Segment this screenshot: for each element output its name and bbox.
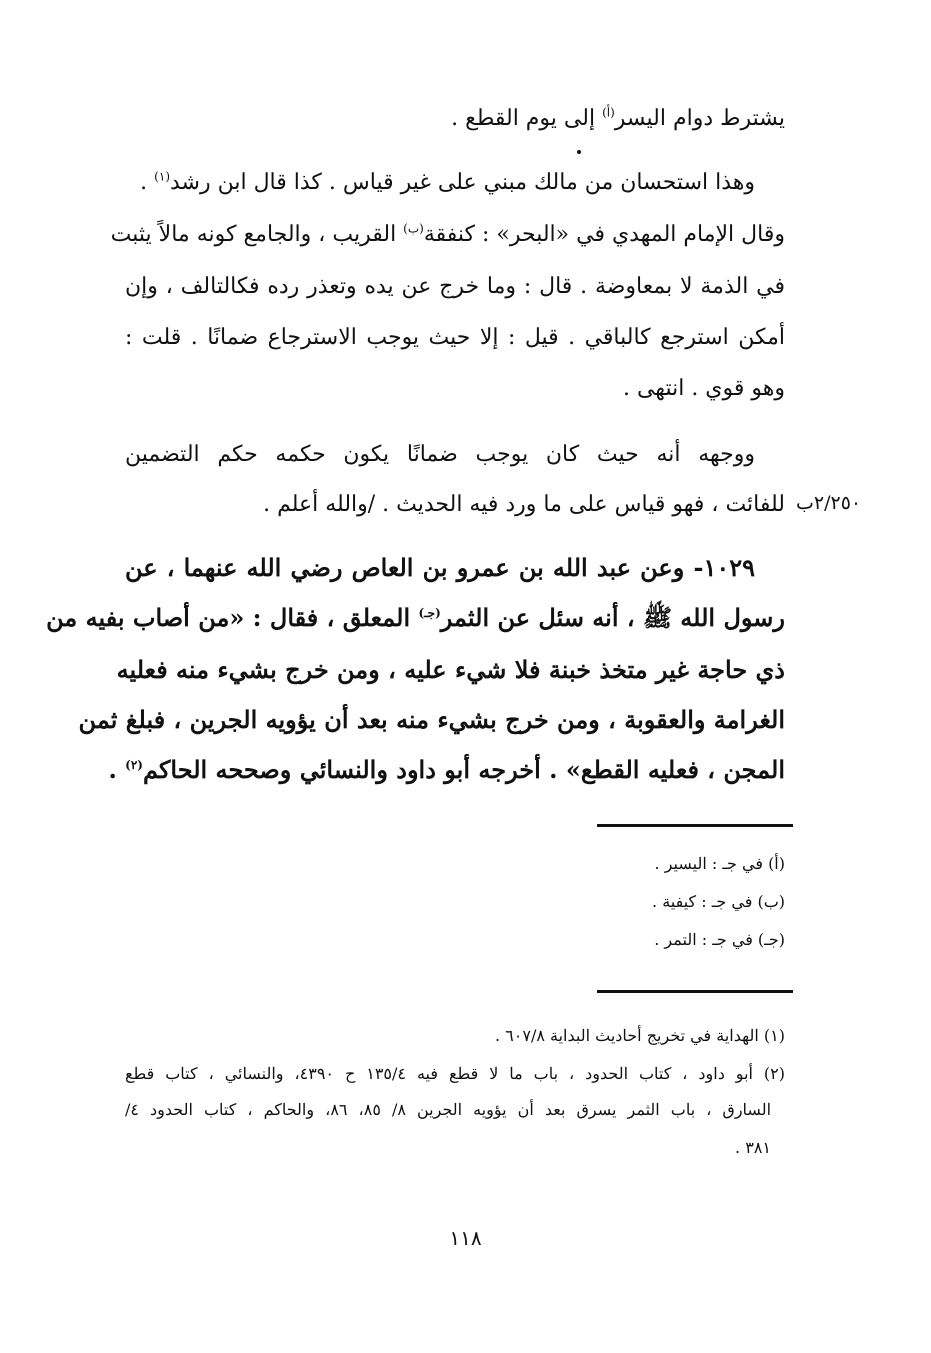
body-line-2 (140, 169, 755, 195)
text-segment: إلى يوم القطع . (451, 106, 603, 131)
variant-note-c: (جـ) في جـ : التمر . (654, 930, 785, 949)
body-line-6: وهو قوي . انتهى . (622, 376, 785, 401)
text-segment: يشترط دوام اليسر (614, 106, 785, 131)
footnote-1: (١) الهداية في تخريج أحاديث البداية ٦٠٧/٨ . (494, 1026, 785, 1045)
dot-mark (577, 150, 581, 154)
hadith-line-4: الغرامة والعقوبة ، ومن خرج بشيء منه بعد أن يؤويه الجرين ، فبلغ ثمن (78, 705, 785, 734)
text-segment: . (108, 755, 126, 784)
text-segment: وهذا استحسان من مالك مبني على غير قياس . كذا قال ابن رشد (170, 170, 755, 195)
body-line-4: في الذمة لا بمعاوضة . قال : وما خرج عن يده وتعذر رده فكالتالف ، وإن (125, 274, 785, 299)
text-segment: القريب ، والجامع كونه مالاً يثبت (110, 222, 404, 247)
footnotes-divider (597, 990, 793, 993)
footnote-2-line-1: (٢) أبو داود ، كتاب الحدود ، باب ما لا قطع فيه ١٣٥/٤ ح ٤٣٩٠، والنسائي ، كتاب قطع (125, 1064, 786, 1083)
variant-marker: (ب) (403, 221, 424, 236)
text-segment: وقال الإمام المهدي في «البحر» : كنفقة (423, 222, 785, 247)
text-segment: . (140, 170, 155, 195)
body-line-3 (110, 221, 785, 247)
text-segment: رسول الله ﷺ ، أنه سئل عن الثمر (440, 603, 785, 632)
hadith-line-3: ذي حاجة غير متخذ خبنة فلا شيء عليه ، ومن خرج بشيء منه فعليه (116, 655, 785, 684)
footnote-2-line-2: السارق ، باب الثمر يسرق بعد أن يؤويه الجرين ٨/ ٨٥، ٨٦، والحاكم ، كتاب الحدود ٤/ (125, 1100, 772, 1119)
body-line-8: للفائت ، فهو قياس على ما ورد فيه الحديث . /والله أعلم . (263, 492, 785, 517)
variant-marker: (أ) (602, 105, 615, 120)
footnote-marker: (٢) (125, 758, 143, 772)
variant-marker: (جـ) (418, 606, 441, 620)
variant-notes-divider (597, 824, 793, 827)
body-line-5: أمكن استرجع كالباقي . قيل : إلا حيث يوجب الاسترجاع ضمانًا . قلت : (125, 325, 785, 350)
hadith-line-5 (108, 755, 785, 784)
variant-note-a: (أ) في جـ : اليسير . (654, 854, 785, 873)
body-line-7: ووجهه أنه حيث كان يوجب ضمانًا يكون حكمه حكم التضمين (125, 442, 755, 467)
text-segment: المجن ، فعليه القطع» . أخرجه أبو داود والنسائي وصححه الحاكم (142, 755, 785, 784)
variant-note-b: (ب) في جـ : كيفية . (652, 892, 785, 911)
hadith-line-1: ١٠٢٩- وعن عبد الله بن عمرو بن العاص رضي الله عنهما ، عن (125, 553, 755, 582)
footnote-2-line-3: ٣٨١ . (735, 1138, 771, 1157)
hadith-line-2 (46, 603, 785, 632)
text-segment: المعلق ، فقال : «من أصاب بفيه من (46, 603, 419, 632)
page-number: ١١٨ (449, 1226, 482, 1250)
body-line-1 (451, 105, 785, 131)
footnote-marker: (١) (154, 169, 170, 184)
margin-manuscript-ref: ٢/٢٥٠ب (796, 492, 862, 514)
